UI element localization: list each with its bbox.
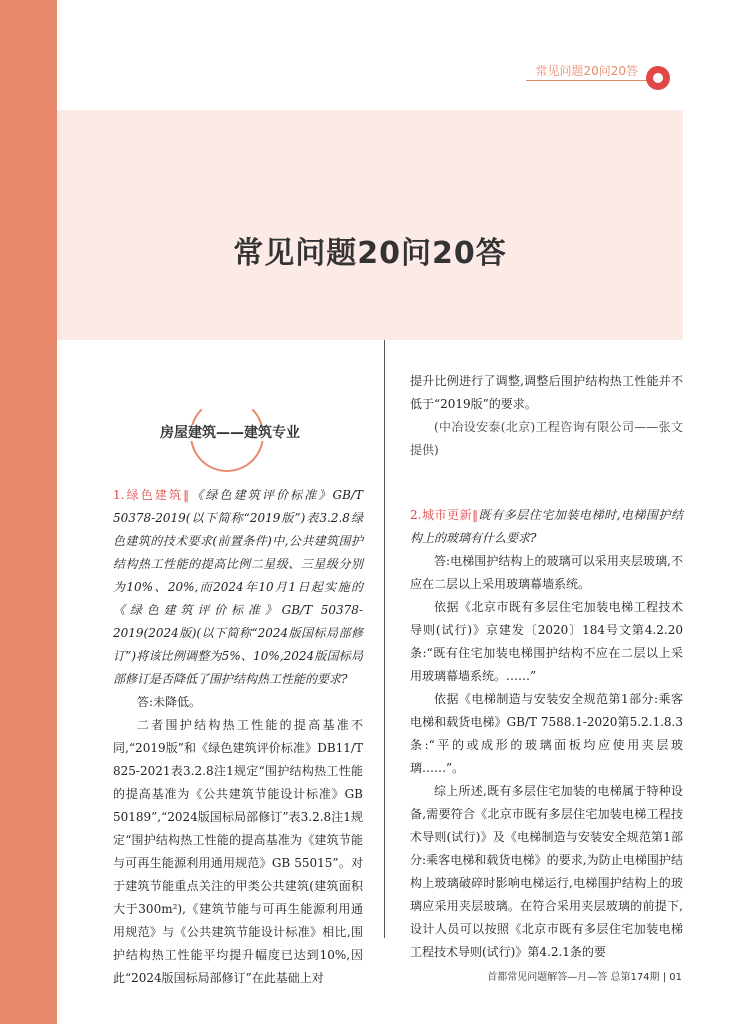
page-footer: 首都常见问题解答—月—答 总第174期 | 01 (487, 972, 682, 983)
question-2 (410, 504, 683, 550)
section-heading-text: 房屋建筑——建筑专业 (156, 425, 304, 441)
answer-1: 答:未降低。 (137, 695, 202, 709)
header-rule (526, 80, 658, 81)
author-credit: (中冶设安泰(北京)工程咨询有限公司——张文提供) (410, 420, 683, 457)
section-heading (100, 422, 360, 442)
header-circle-inner-icon (653, 73, 663, 83)
answer-2-paragraph-3: 综上所述,既有多层住宅加装的电梯属于特种设备,需要符合《北京市既有多层住宅加装电梯工程技术导则(试行)》及《电梯制造与安装安全规范第1部分:乘客电梯和载货电梯》的要求,为防止电梯围护结构上玻璃破碎时影响电梯运行,电梯围护结构上的玻璃应采用夹层玻璃。在符合采用夹层玻璃的前提下,设计人员可以按照《北京市既有多层住宅加装电梯工程技术导则(试行)》第4.2.1条的要 (410, 784, 683, 959)
right-column (410, 370, 683, 964)
question-1-tag: 1.绿色建筑‖ (113, 488, 190, 502)
question-2-text: 既有多层住宅加装电梯时,电梯围护结构上的玻璃有什么要求? (410, 508, 683, 545)
left-column (113, 484, 363, 990)
question-2-tag: 2.城市更新‖ (410, 508, 479, 522)
answer-2: 答:电梯围护结构上的玻璃可以采用夹层玻璃,不应在二层以上采用玻璃幕墙系统。 (410, 554, 683, 591)
question-1-text: 《绿色建筑评价标准》GB/T 50378-2019(以下简称“2019版”)表3.2.8绿色建筑的技术要求(前置条件)中,公共建筑围护结构热工性能的提高比例二星级、三星级分别为10%、20%,而2024年10月1日起实施的《绿色建筑评价标准》GB/T 50378-2019(2024版)(以下简称“2024版国标局部修订”)将该比例调整为5%、10%,2024版国标局部修订是否降低了围护结构热工性能的要求? (113, 488, 364, 686)
running-header-label: 常见问题20问20答 (535, 64, 638, 78)
question-1 (113, 484, 363, 691)
column-divider (384, 340, 385, 938)
answer-2-paragraph-2: 依据《电梯制造与安装安全规范第1部分:乘客电梯和载货电梯》GB/T 7588.1-2020第5.2.1.8.3条:“平的或成形的玻璃面板均应使用夹层玻璃……”。 (410, 692, 683, 775)
continued-paragraph: 提升比例进行了调整,调整后围护结构热工性能并不低于“2019版”的要求。 (410, 374, 683, 411)
title-block (57, 110, 683, 340)
answer-2-paragraph-1: 依据《北京市既有多层住宅加装电梯工程技术导则(试行)》京建发〔2020〕184号文第4.2.20条:“既有住宅加装电梯围护结构不应在二层以上采用玻璃幕墙系统。……” (410, 600, 683, 683)
answer-1-paragraph: 二者围护结构热工性能的提高基准不同,“2019版”和《绿色建筑评价标准》DB11/T 825-2021表3.2.8注1规定“围护结构热工性能的提高基准为《公共建筑节能设计标准》GB 50189”,“2024版国标局部修订”表3.2.8注1规定“围护结构热工性能的提高基准为《建筑节能与可再生能源利用通用规范》GB 55015”。对于建筑节能重点关注的甲类公共建筑(建筑面积大于300m²),《建筑节能与可再生能源利用通用规范》与《公共建筑节能设计标准》相比,围护结构热工性能平均提升幅度已达到10%,因此“2024版国标局部修订”在此基础上对 (113, 718, 363, 985)
page-title: 常见问题20问20答 (233, 236, 507, 271)
side-color-band (0, 0, 57, 1024)
running-header (520, 58, 680, 98)
